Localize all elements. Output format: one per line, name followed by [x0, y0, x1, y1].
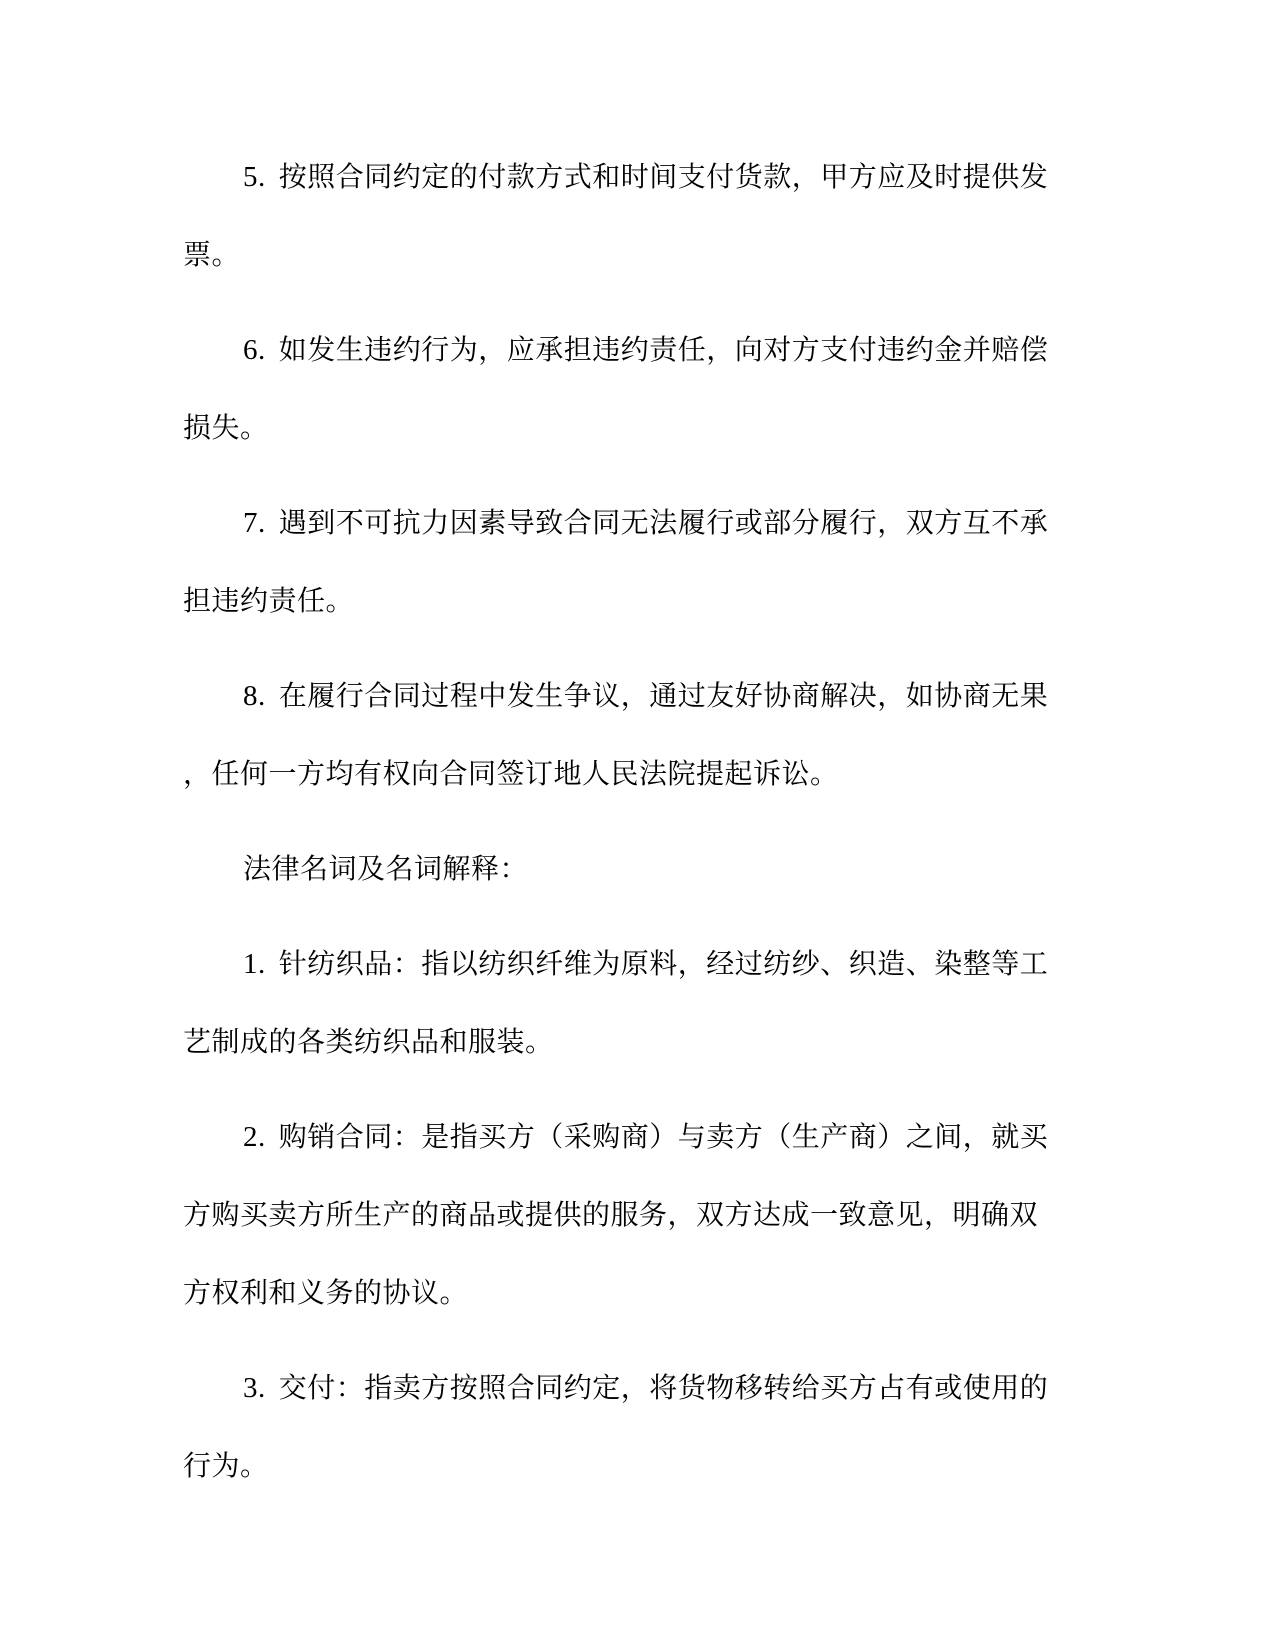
clause-number: 8.	[243, 680, 266, 712]
term-number: 3.	[243, 1372, 266, 1404]
contract-clause-8	[183, 657, 1060, 813]
clause-number: 6.	[243, 334, 266, 366]
text-line	[183, 311, 1060, 389]
term-definition-1	[183, 925, 1060, 1081]
clause-text: 按照合同约定的付款方式和时间支付货款，甲方应及时提供发	[278, 161, 1049, 192]
section-heading	[183, 830, 1060, 908]
term-number: 1.	[243, 948, 266, 980]
text-line	[183, 1349, 1060, 1427]
text-line: 行为。	[183, 1450, 269, 1481]
clause-number: 5.	[243, 161, 266, 193]
term-text: 交付：指卖方按照合同约定，将货物移转给买方占有或使用的	[278, 1372, 1049, 1403]
term-text: 针纺织品：指以纺织纤维为原料，经过纺纱、织造、染整等工	[278, 948, 1049, 979]
clause-number: 7.	[243, 507, 266, 539]
text-line: ，任何一方均有权向合同签订地人民法院提起诉讼。	[183, 758, 839, 789]
section-heading-text: 法律名词及名词解释：	[243, 853, 529, 884]
contract-clause-6	[183, 311, 1060, 467]
contract-clause-5	[183, 138, 1060, 294]
text-line: 艺制成的各类纺织品和服装。	[183, 1026, 554, 1057]
text-line	[183, 925, 1060, 1003]
term-text: 购销合同：是指买方（采购商）与卖方（生产商）之间，就买	[278, 1121, 1049, 1152]
text-line	[183, 138, 1060, 216]
text-line	[183, 484, 1060, 562]
text-line	[183, 657, 1060, 735]
contract-clause-7	[183, 484, 1060, 640]
clause-text: 遇到不可抗力因素导致合同无法履行或部分履行，双方互不承	[278, 507, 1049, 538]
text-line: 损失。	[183, 412, 269, 443]
clause-text: 在履行合同过程中发生争议，通过友好协商解决，如协商无果	[278, 680, 1049, 711]
text-line: 担违约责任。	[183, 585, 355, 616]
term-definition-3	[183, 1349, 1060, 1505]
text-line: 方权利和义务的协议。	[183, 1277, 469, 1308]
clause-text: 如发生违约行为，应承担违约责任，向对方支付违约金并赔偿	[278, 334, 1049, 365]
text-line	[183, 1098, 1060, 1176]
term-number: 2.	[243, 1121, 266, 1153]
text-line: 票。	[183, 239, 241, 270]
text-line: 方购买卖方所生产的商品或提供的服务，双方达成一致意见，明确双	[183, 1199, 1039, 1230]
term-definition-2	[183, 1098, 1060, 1332]
